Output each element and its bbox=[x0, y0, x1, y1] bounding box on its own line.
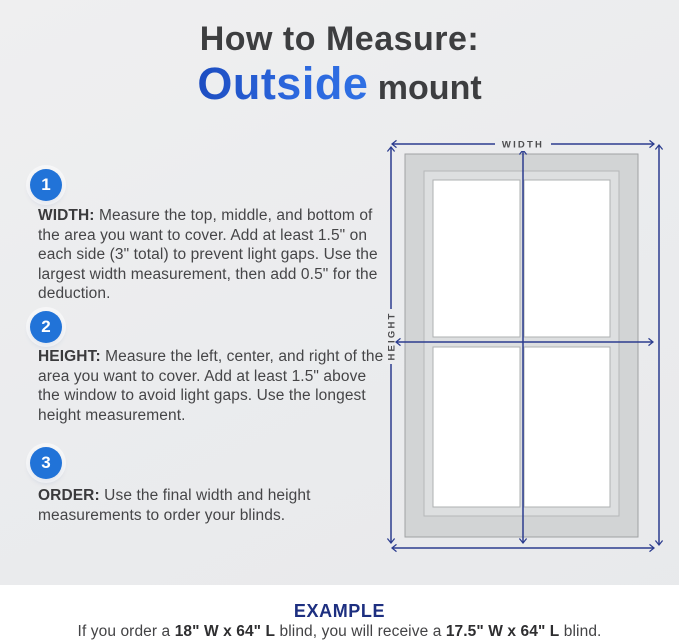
window-illustration bbox=[405, 154, 638, 537]
step-3-text bbox=[38, 486, 378, 525]
step-2-text bbox=[38, 347, 390, 425]
height-arrow-label: HEIGHT bbox=[386, 311, 398, 361]
step-3-body: Use the final width and height measurements to order your blinds. bbox=[38, 487, 311, 524]
title-rest: mount bbox=[368, 68, 482, 107]
example-suffix: blind. bbox=[559, 623, 602, 640]
step-3-label: ORDER: bbox=[38, 487, 100, 504]
step-1-label: WIDTH: bbox=[38, 207, 95, 224]
step-1-body: Measure the top, middle, and bottom of the area you want to cover. Add at least 1.5" on each side (3" total) to prevent light gaps. Use the largest width measurement, then add 0.5" for the deduction. bbox=[38, 207, 378, 302]
window-pane-bottom-right bbox=[524, 347, 610, 507]
step-1-text bbox=[38, 206, 378, 304]
example-prefix: If you order a bbox=[77, 623, 175, 640]
width-arrow-label: WIDTH bbox=[501, 139, 545, 151]
example-sentence bbox=[0, 623, 679, 641]
title-accent: Outside bbox=[197, 57, 369, 109]
window-measure-diagram bbox=[385, 134, 672, 560]
window-pane-top-right bbox=[524, 180, 610, 337]
example-received-size: 17.5" W x 64" L bbox=[445, 623, 560, 640]
page-title bbox=[0, 22, 679, 107]
step-2-body: Measure the left, center, and right of the area you want to cover. Add at least 1.5" above the window to avoid light gaps. Use the longest height measurement. bbox=[38, 348, 384, 424]
window-pane-top-left bbox=[433, 180, 520, 337]
example-middle: blind, you will receive a bbox=[275, 623, 446, 640]
step-3-badge: 3 bbox=[30, 447, 62, 479]
step-1-badge: 1 bbox=[30, 169, 62, 201]
example-ordered-size: 18" W x 64" L bbox=[174, 623, 276, 640]
title-line2 bbox=[0, 57, 679, 109]
step-2-badge: 2 bbox=[30, 311, 62, 343]
window-pane-bottom-left bbox=[433, 347, 520, 507]
example-heading: EXAMPLE bbox=[293, 601, 386, 621]
step-2-label: HEIGHT: bbox=[38, 348, 101, 365]
title-line1: How to Measure: bbox=[199, 20, 480, 58]
